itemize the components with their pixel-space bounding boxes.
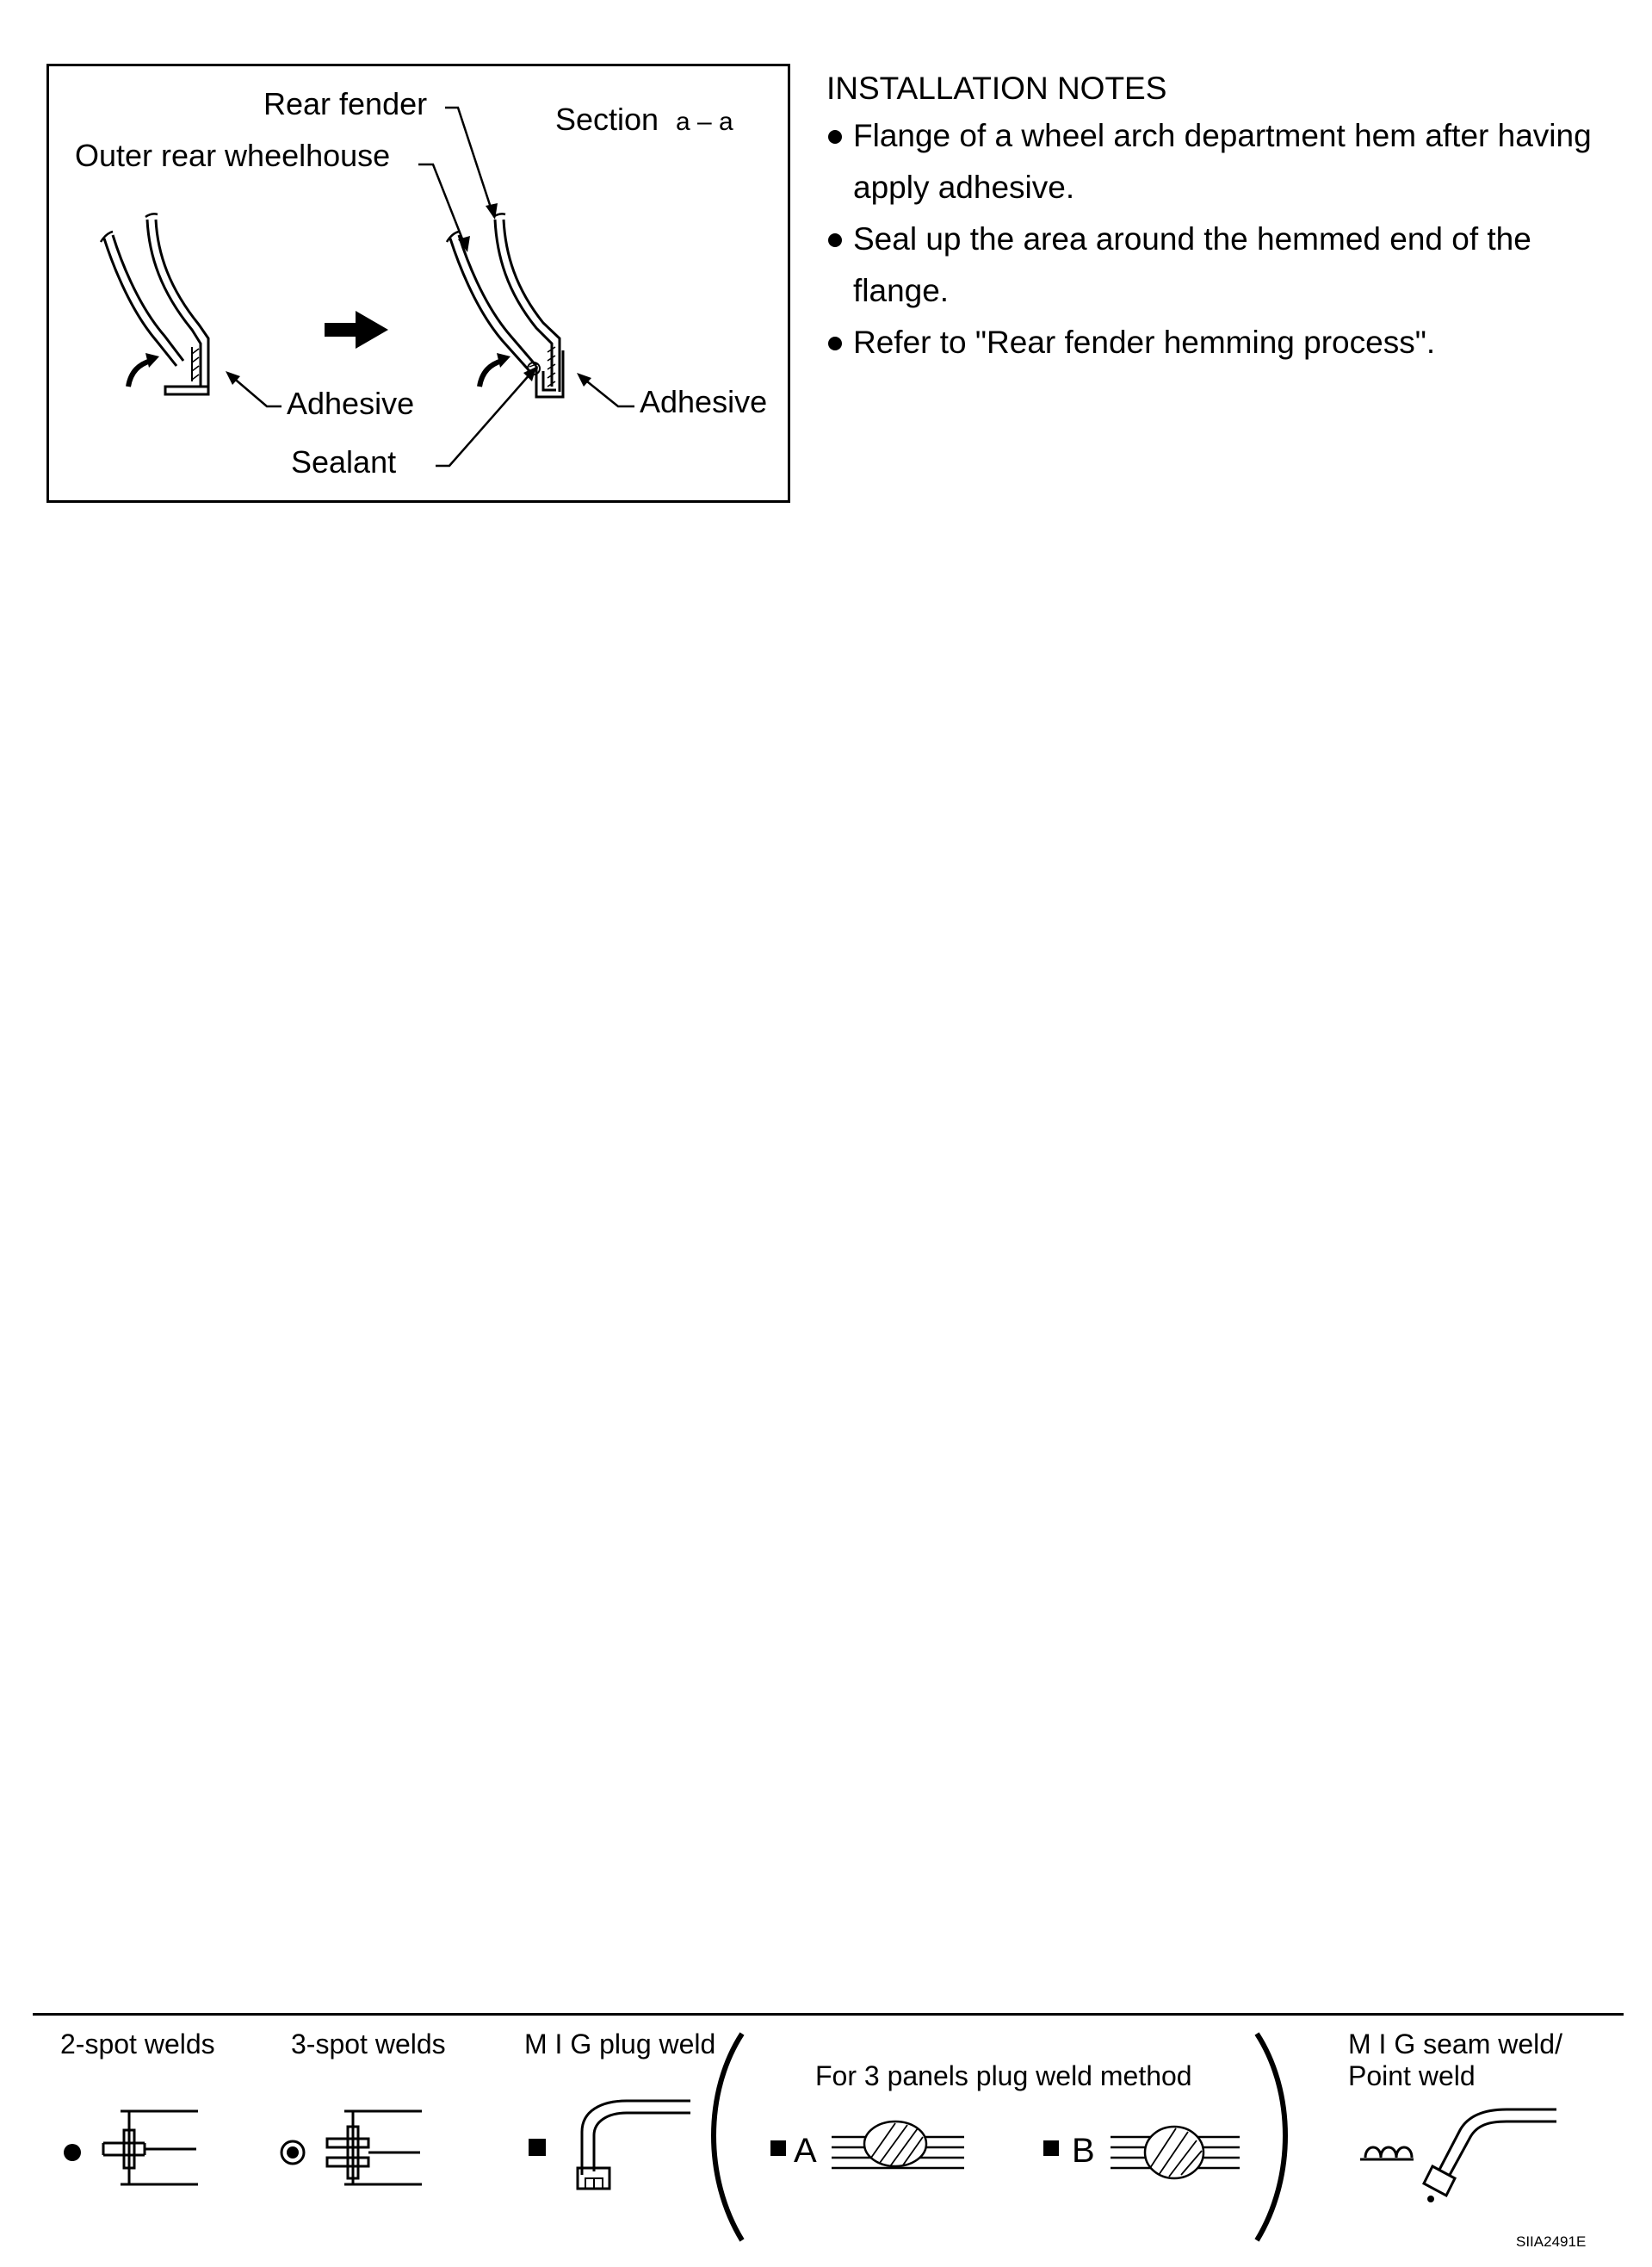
installation-notes bbox=[826, 67, 1636, 369]
method-b-label: B bbox=[1072, 2132, 1095, 2170]
mig-seam-weld-label: M I G seam weld/ bbox=[1348, 2029, 1562, 2060]
mig-seam-weld-icon bbox=[1360, 2109, 1556, 2202]
three-spot-weld-icon bbox=[282, 2111, 422, 2184]
mig-plug-weld-label: M I G plug weld bbox=[524, 2029, 716, 2060]
note-line: Seal up the area around the hemmed end of the bbox=[853, 221, 1531, 257]
outer-rear-wheelhouse-label: Outer rear wheelhouse bbox=[75, 138, 391, 173]
point-weld-label: Point weld bbox=[1348, 2060, 1476, 2091]
bullet-icon bbox=[828, 130, 842, 144]
leader-arrowheads bbox=[226, 203, 591, 387]
note-line: Refer to "Rear fender hemming process". bbox=[853, 325, 1436, 360]
note-line: apply adhesive. bbox=[853, 170, 1075, 205]
fold-arrow-left-icon bbox=[128, 353, 159, 387]
adhesive-label-right: Adhesive bbox=[640, 384, 768, 419]
process-arrow-icon bbox=[325, 311, 388, 349]
bullet-icon bbox=[828, 233, 842, 247]
sealant-label: Sealant bbox=[291, 444, 397, 480]
note-item bbox=[826, 214, 1636, 317]
note-item bbox=[826, 110, 1636, 214]
rear-fender-label: Rear fender bbox=[263, 86, 428, 121]
note-item bbox=[826, 317, 1636, 369]
mig-plug-weld-icon bbox=[529, 2101, 690, 2189]
section-id-label: a – a bbox=[676, 108, 733, 136]
before-hemming-drawing bbox=[101, 214, 208, 394]
bullet-icon bbox=[828, 337, 842, 350]
adhesive-label-left: Adhesive bbox=[287, 386, 415, 421]
method-a-label: A bbox=[794, 2132, 817, 2170]
fold-arrow-right-icon bbox=[480, 353, 510, 387]
figure-code: SIIA2491E bbox=[1516, 2233, 1587, 2250]
section-diagram bbox=[49, 66, 788, 500]
note-line: Flange of a wheel arch department hem after having bbox=[853, 118, 1592, 153]
three-panels-label: For 3 panels plug weld method bbox=[815, 2060, 1192, 2091]
two-spot-welds-label: 2-spot welds bbox=[60, 2029, 215, 2060]
three-spot-welds-label: 3-spot welds bbox=[291, 2029, 446, 2060]
section-label: Section bbox=[555, 102, 659, 137]
notes-list bbox=[826, 110, 1636, 369]
two-spot-weld-icon bbox=[64, 2111, 198, 2184]
section-diagram-box bbox=[46, 64, 790, 503]
notes-title: INSTALLATION NOTES bbox=[826, 71, 1167, 106]
note-line: flange. bbox=[853, 273, 950, 308]
weld-legend bbox=[0, 2015, 1652, 2267]
